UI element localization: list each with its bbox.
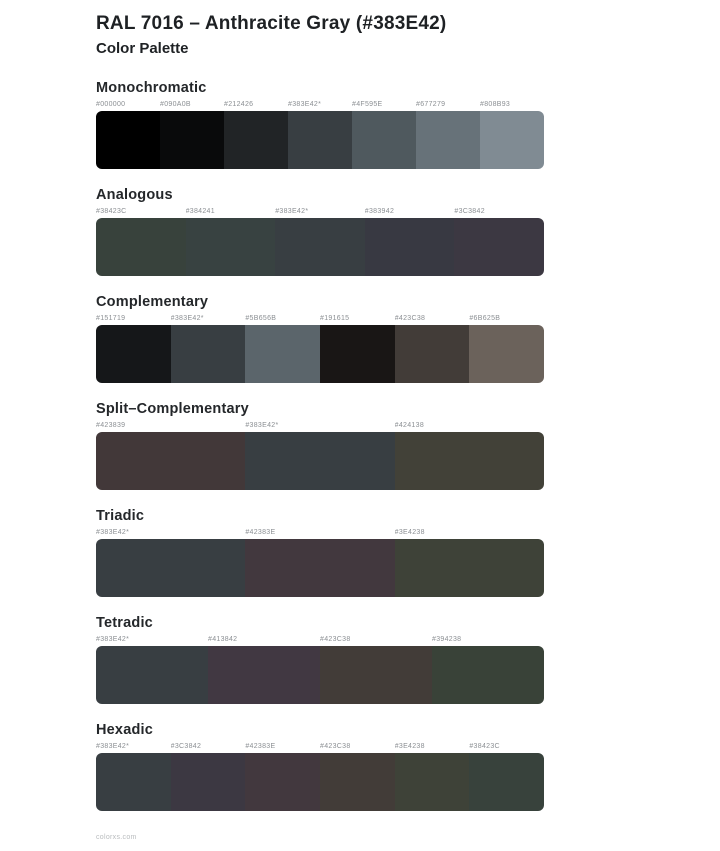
swatch-hex-label: #423C38 bbox=[320, 636, 351, 643]
swatch-hex-label: #38423C bbox=[96, 208, 127, 215]
swatch-band bbox=[96, 646, 544, 704]
swatch-band bbox=[96, 753, 544, 811]
swatch-hex-label: #423C38 bbox=[320, 743, 351, 750]
swatch-hex-label: #383E42* bbox=[275, 208, 309, 215]
swatch-hex-label: #000000 bbox=[96, 101, 126, 108]
color-swatch[interactable] bbox=[352, 111, 416, 169]
color-swatch[interactable] bbox=[395, 539, 544, 597]
color-swatch[interactable] bbox=[365, 218, 455, 276]
color-swatch[interactable] bbox=[208, 646, 320, 704]
swatch-hex-label: #383E42* bbox=[245, 422, 279, 429]
palette-section bbox=[96, 615, 544, 704]
color-swatch[interactable] bbox=[320, 325, 395, 383]
color-swatch[interactable] bbox=[480, 111, 544, 169]
palette-section bbox=[96, 401, 544, 490]
color-swatch[interactable] bbox=[171, 325, 246, 383]
section-title: Hexadic bbox=[96, 722, 154, 738]
page-subtitle: Color Palette bbox=[96, 40, 189, 57]
color-swatch[interactable] bbox=[275, 218, 365, 276]
color-swatch[interactable] bbox=[245, 325, 320, 383]
palette-section bbox=[96, 80, 544, 169]
footer-site-link[interactable]: colorxs.com bbox=[96, 834, 137, 841]
swatch-hex-label: #5B656B bbox=[245, 315, 277, 322]
swatch-hex-label: #4F595E bbox=[352, 101, 383, 108]
color-swatch[interactable] bbox=[469, 753, 544, 811]
swatch-hex-label: #383942 bbox=[364, 208, 395, 215]
swatch-hex-labels bbox=[96, 314, 544, 323]
color-swatch[interactable] bbox=[96, 539, 245, 597]
palette-section bbox=[96, 722, 544, 811]
color-swatch[interactable] bbox=[416, 111, 480, 169]
swatch-hex-label: #383E42* bbox=[288, 101, 322, 108]
swatch-hex-label: #423839 bbox=[96, 422, 126, 429]
color-swatch[interactable] bbox=[160, 111, 224, 169]
color-swatch[interactable] bbox=[245, 753, 320, 811]
swatch-hex-labels bbox=[96, 742, 544, 751]
section-title: Split–Complementary bbox=[96, 401, 249, 417]
color-swatch[interactable] bbox=[96, 325, 171, 383]
swatch-hex-label: #383E42* bbox=[96, 636, 130, 643]
swatch-hex-label: #3E4238 bbox=[394, 529, 425, 536]
swatch-hex-label: #42383E bbox=[245, 529, 276, 536]
color-swatch[interactable] bbox=[96, 218, 186, 276]
color-swatch[interactable] bbox=[432, 646, 544, 704]
swatch-hex-label: #3E4238 bbox=[394, 743, 425, 750]
swatch-hex-label: #3C3842 bbox=[170, 743, 202, 750]
color-swatch[interactable] bbox=[171, 753, 246, 811]
color-swatch[interactable] bbox=[469, 325, 544, 383]
swatch-hex-label: #394238 bbox=[432, 636, 462, 643]
color-swatch[interactable] bbox=[245, 539, 394, 597]
palette-section bbox=[96, 508, 544, 597]
color-swatch[interactable] bbox=[320, 753, 395, 811]
color-swatch[interactable] bbox=[96, 753, 171, 811]
swatch-hex-label: #423C38 bbox=[394, 315, 426, 322]
swatch-hex-label: #42383E bbox=[245, 743, 276, 750]
swatch-hex-label: #384241 bbox=[185, 208, 215, 215]
palette-section bbox=[96, 187, 544, 276]
section-title: Tetradic bbox=[96, 615, 153, 631]
swatch-band bbox=[96, 111, 544, 169]
swatch-hex-labels bbox=[96, 207, 544, 216]
color-swatch[interactable] bbox=[454, 218, 544, 276]
swatch-hex-labels bbox=[96, 528, 544, 537]
swatch-hex-label: #6B625B bbox=[469, 315, 501, 322]
swatch-hex-label: #383E42* bbox=[170, 315, 204, 322]
color-swatch[interactable] bbox=[96, 646, 208, 704]
color-swatch[interactable] bbox=[320, 646, 432, 704]
color-swatch[interactable] bbox=[224, 111, 288, 169]
swatch-hex-label: #424138 bbox=[394, 422, 425, 429]
palette-sections bbox=[96, 80, 544, 811]
swatch-hex-label: #151719 bbox=[96, 315, 126, 322]
swatch-hex-labels bbox=[96, 635, 544, 644]
color-swatch[interactable] bbox=[96, 111, 160, 169]
color-swatch[interactable] bbox=[96, 432, 245, 490]
section-title: Analogous bbox=[96, 187, 173, 203]
page-content bbox=[96, 12, 544, 842]
section-title: Complementary bbox=[96, 294, 209, 310]
swatch-hex-label: #38423C bbox=[469, 743, 500, 750]
swatch-hex-label: #212426 bbox=[224, 101, 254, 108]
swatch-hex-label: #383E42* bbox=[96, 743, 130, 750]
color-swatch[interactable] bbox=[395, 325, 470, 383]
swatch-band bbox=[96, 432, 544, 490]
swatch-hex-label: #413842 bbox=[208, 636, 238, 643]
color-swatch[interactable] bbox=[245, 432, 394, 490]
swatch-hex-label: #3C3842 bbox=[454, 208, 485, 215]
page-title: RAL 7016 – Anthracite Gray (#383E42) bbox=[96, 13, 447, 34]
palette-section bbox=[96, 294, 544, 383]
swatch-band bbox=[96, 218, 544, 276]
section-title: Monochromatic bbox=[96, 80, 207, 96]
swatch-hex-label: #090A0B bbox=[160, 101, 191, 108]
swatch-band bbox=[96, 325, 544, 383]
color-swatch[interactable] bbox=[395, 753, 470, 811]
color-swatch[interactable] bbox=[395, 432, 544, 490]
swatch-hex-label: #677279 bbox=[416, 101, 446, 108]
swatch-hex-labels bbox=[96, 100, 544, 109]
color-swatch[interactable] bbox=[288, 111, 352, 169]
swatch-hex-label: #191615 bbox=[320, 315, 350, 322]
section-title: Triadic bbox=[96, 508, 145, 524]
swatch-hex-label: #383E42* bbox=[96, 529, 130, 536]
color-swatch[interactable] bbox=[186, 218, 276, 276]
swatch-hex-labels bbox=[96, 421, 544, 430]
swatch-hex-label: #808B93 bbox=[480, 101, 511, 108]
swatch-band bbox=[96, 539, 544, 597]
